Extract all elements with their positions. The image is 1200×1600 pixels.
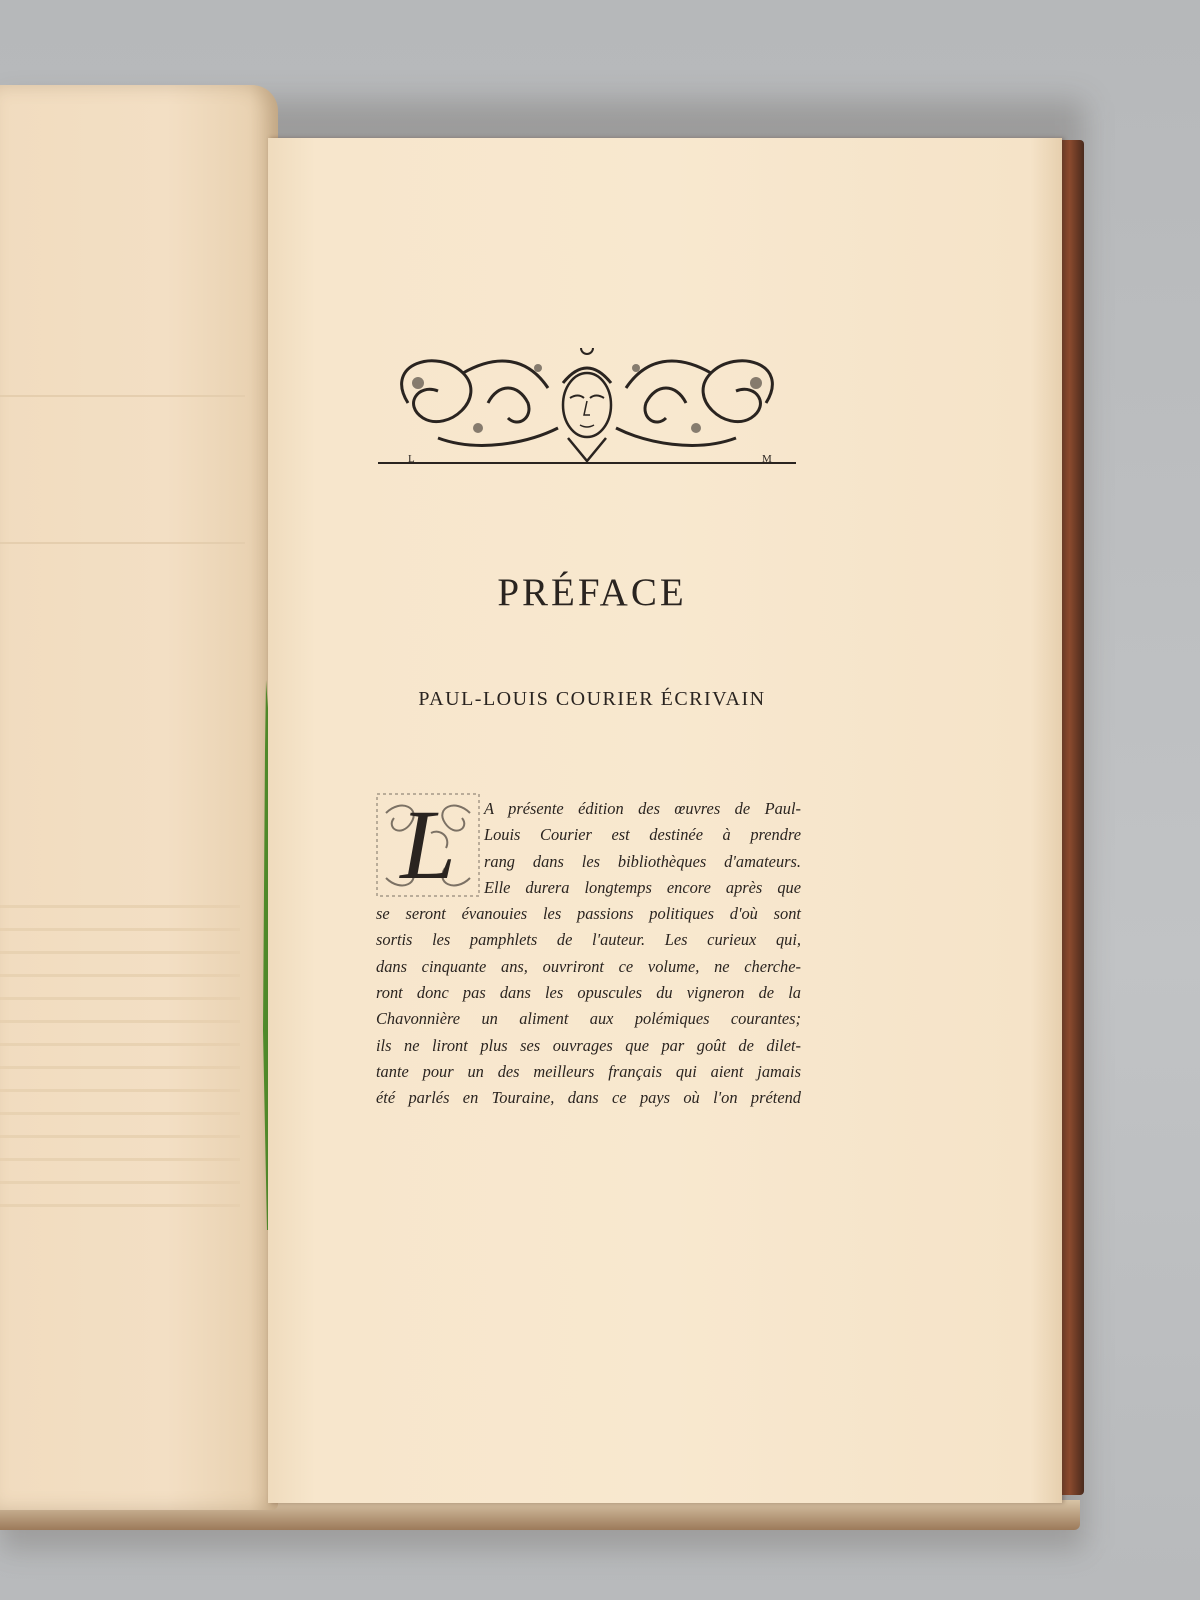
headpiece-monogram-left: L — [408, 453, 415, 465]
page-title: PRÉFACE — [497, 571, 687, 614]
body-line: A présente édition des œuvres de Paul- — [484, 799, 801, 818]
left-page — [0, 85, 278, 1510]
book-cover-edge — [1060, 140, 1084, 1495]
body-line: Chavonnière un aliment aux polémiques courantes; — [376, 1009, 801, 1029]
body-line: se seront évanouies les passions politiques d'où sont — [376, 904, 801, 924]
show-through-text — [0, 885, 240, 1215]
ornamental-headpiece — [378, 343, 796, 465]
page-subtitle: PAUL-LOUIS COURIER ÉCRIVAIN — [418, 688, 766, 710]
body-line: dans cinquante ans, ouvriront ce volume, ne cherche- — [376, 956, 801, 976]
body-line: ront donc pas dans les opuscules du vigneron de la — [376, 983, 801, 1003]
preface-body — [376, 796, 801, 1112]
mask-face-icon — [563, 348, 611, 461]
body-line: rang dans les bibliothèques d'amateurs. — [484, 851, 801, 871]
headpiece-monogram-right: M — [762, 453, 772, 465]
drop-cap-letter: L — [400, 789, 456, 900]
body-line: sortis les pamphlets de l'auteur. Les curieux qui, — [376, 930, 801, 950]
body-line: été parlés en Touraine, dans ce pays où l'on prétend — [376, 1088, 801, 1108]
show-through-ornament — [0, 395, 245, 544]
body-line: Elle durera longtemps encore après que — [484, 877, 801, 897]
body-line: ils ne liront plus ses ouvrages que par goût de dilet- — [376, 1035, 801, 1055]
body-line: tante pour un des meilleurs français qui aient jamais — [376, 1061, 801, 1081]
body-line: Louis Courier est destinée à prendre — [484, 825, 801, 845]
right-page — [268, 138, 1062, 1503]
